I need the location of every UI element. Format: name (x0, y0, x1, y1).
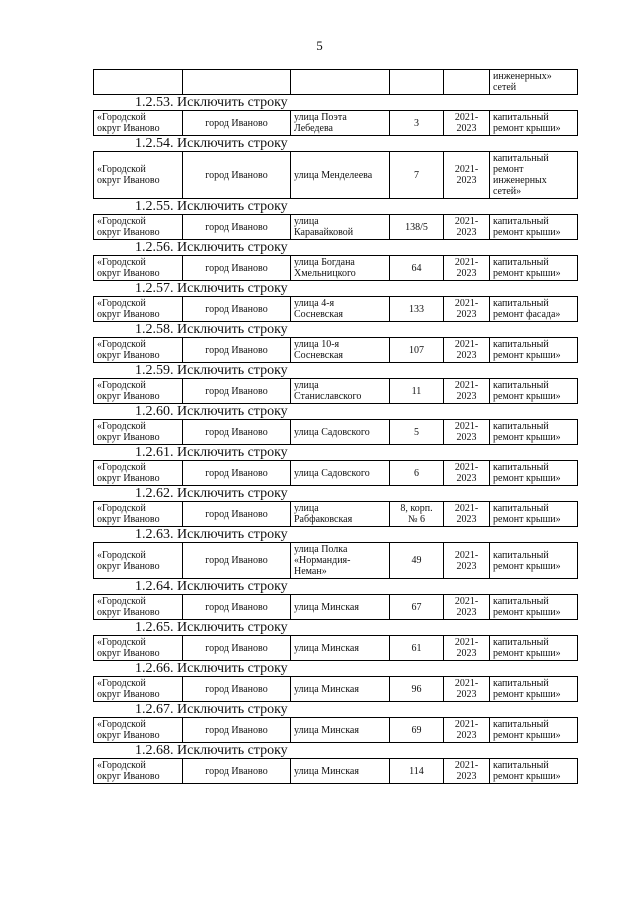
street-cell: улица Минская (291, 636, 390, 661)
street-cell: улица Минская (291, 759, 390, 784)
table-row (94, 677, 578, 702)
street-cell: улица Минская (291, 718, 390, 743)
house-number-cell: 133 (390, 297, 444, 322)
record-row (93, 460, 578, 486)
section-heading: 1.2.55. Исключить строку (135, 199, 288, 214)
settlement-cell: город Иваново (183, 338, 291, 363)
period-cell: 2021- 2023 (444, 420, 490, 445)
work-type-cell: капитальный ремонт крыши» (490, 338, 578, 363)
work-type-cell: капитальный ремонт крыши» (490, 461, 578, 486)
street-cell: улица Поэта Лебедева (291, 111, 390, 136)
district-cell: «Городской округ Иваново (94, 461, 183, 486)
table-row (94, 543, 578, 579)
record-row (93, 419, 578, 445)
section-heading: 1.2.57. Исключить строку (135, 281, 288, 296)
section-heading: 1.2.58. Исключить строку (135, 322, 288, 337)
record-row (93, 337, 578, 363)
settlement-cell (183, 70, 291, 95)
house-number-cell: 96 (390, 677, 444, 702)
work-type-cell: капитальный ремонт крыши» (490, 502, 578, 527)
work-type-cell: инженерных» сетей (490, 70, 578, 95)
district-cell: «Городской округ Иваново (94, 502, 183, 527)
section-heading: 1.2.68. Исключить строку (135, 743, 288, 758)
house-number-cell: 69 (390, 718, 444, 743)
table-row (94, 636, 578, 661)
record-row (93, 501, 578, 527)
work-type-cell: капитальный ремонт крыши» (490, 677, 578, 702)
house-number-cell: 11 (390, 379, 444, 404)
district-cell: «Городской округ Иваново (94, 543, 183, 579)
table-row (94, 379, 578, 404)
work-type-cell: капитальный ремонт крыши» (490, 543, 578, 579)
period-cell: 2021- 2023 (444, 636, 490, 661)
settlement-cell: город Иваново (183, 677, 291, 702)
street-cell: улица Богдана Хмельницкого (291, 256, 390, 281)
district-cell: «Городской округ Иваново (94, 297, 183, 322)
continued-row (93, 69, 578, 95)
house-number-cell: 6 (390, 461, 444, 486)
settlement-cell: город Иваново (183, 543, 291, 579)
section-heading: 1.2.66. Исключить строку (135, 661, 288, 676)
page-number: 5 (316, 38, 323, 53)
house-number-cell: 114 (390, 759, 444, 784)
street-cell: улица Садовского (291, 420, 390, 445)
section-heading: 1.2.56. Исключить строку (135, 240, 288, 255)
street-cell: улица Минская (291, 677, 390, 702)
work-type-cell: капитальный ремонт крыши» (490, 379, 578, 404)
settlement-cell: город Иваново (183, 297, 291, 322)
table-row (94, 718, 578, 743)
work-type-cell: капитальный ремонт крыши» (490, 215, 578, 240)
work-type-cell: капитальный ремонт крыши» (490, 111, 578, 136)
period-cell: 2021- 2023 (444, 215, 490, 240)
table-row (94, 152, 578, 199)
period-cell: 2021- 2023 (444, 152, 490, 199)
district-cell: «Городской округ Иваново (94, 677, 183, 702)
period-cell: 2021- 2023 (444, 338, 490, 363)
district-cell: «Городской округ Иваново (94, 379, 183, 404)
street-cell: улица Рабфаковская (291, 502, 390, 527)
street-cell: улица Станиславского (291, 379, 390, 404)
record-row (93, 758, 578, 784)
settlement-cell: город Иваново (183, 379, 291, 404)
section-heading: 1.2.59. Исключить строку (135, 363, 288, 378)
period-cell: 2021- 2023 (444, 111, 490, 136)
settlement-cell: город Иваново (183, 152, 291, 199)
table-row (94, 502, 578, 527)
street-cell (291, 70, 390, 95)
table-row (94, 338, 578, 363)
district-cell: «Городской округ Иваново (94, 111, 183, 136)
record-row (93, 635, 578, 661)
period-cell: 2021- 2023 (444, 461, 490, 486)
table-row (94, 297, 578, 322)
record-row (93, 110, 578, 136)
period-cell: 2021- 2023 (444, 677, 490, 702)
period-cell: 2021- 2023 (444, 543, 490, 579)
period-cell: 2021- 2023 (444, 297, 490, 322)
table-row (94, 256, 578, 281)
period-cell: 2021- 2023 (444, 502, 490, 527)
table-row (94, 595, 578, 620)
street-cell: улица 10-я Сосневская (291, 338, 390, 363)
house-number-cell: 8, корп. № 6 (390, 502, 444, 527)
street-cell: улица Полка «Нормандия- Неман» (291, 543, 390, 579)
house-number-cell: 138/5 (390, 215, 444, 240)
record-row (93, 542, 578, 579)
work-type-cell: капитальный ремонт крыши» (490, 256, 578, 281)
house-number-cell: 67 (390, 595, 444, 620)
section-heading: 1.2.60. Исключить строку (135, 404, 288, 419)
period-cell (444, 70, 490, 95)
work-type-cell: капитальный ремонт крыши» (490, 420, 578, 445)
settlement-cell: город Иваново (183, 111, 291, 136)
house-number-cell: 49 (390, 543, 444, 579)
house-number-cell: 5 (390, 420, 444, 445)
work-type-cell: капитальный ремонт крыши» (490, 759, 578, 784)
district-cell: «Городской округ Иваново (94, 256, 183, 281)
district-cell: «Городской округ Иваново (94, 636, 183, 661)
district-cell: «Городской округ Иваново (94, 759, 183, 784)
table-row (94, 111, 578, 136)
settlement-cell: город Иваново (183, 256, 291, 281)
section-heading: 1.2.64. Исключить строку (135, 579, 288, 594)
period-cell: 2021- 2023 (444, 759, 490, 784)
street-cell: улица Каравайковой (291, 215, 390, 240)
settlement-cell: город Иваново (183, 215, 291, 240)
district-cell: «Городской округ Иваново (94, 595, 183, 620)
district-cell: «Городской округ Иваново (94, 420, 183, 445)
period-cell: 2021- 2023 (444, 256, 490, 281)
district-cell: «Городской округ Иваново (94, 338, 183, 363)
table-row (94, 461, 578, 486)
work-type-cell: капитальный ремонт крыши» (490, 718, 578, 743)
period-cell: 2021- 2023 (444, 595, 490, 620)
settlement-cell: город Иваново (183, 420, 291, 445)
district-cell: «Городской округ Иваново (94, 215, 183, 240)
section-heading: 1.2.67. Исключить строку (135, 702, 288, 717)
house-number-cell (390, 70, 444, 95)
street-cell: улица 4-я Сосневская (291, 297, 390, 322)
table-row (94, 215, 578, 240)
house-number-cell: 61 (390, 636, 444, 661)
work-type-cell: капитальный ремонт крыши» (490, 636, 578, 661)
settlement-cell: город Иваново (183, 502, 291, 527)
work-type-cell: капитальный ремонт крыши» (490, 595, 578, 620)
record-row (93, 717, 578, 743)
record-row (93, 151, 578, 199)
settlement-cell: город Иваново (183, 636, 291, 661)
settlement-cell: город Иваново (183, 718, 291, 743)
record-row (93, 255, 578, 281)
work-type-cell: капитальный ремонт инженерных сетей» (490, 152, 578, 199)
house-number-cell: 7 (390, 152, 444, 199)
settlement-cell: город Иваново (183, 595, 291, 620)
table-row (94, 420, 578, 445)
record-row (93, 594, 578, 620)
section-heading: 1.2.62. Исключить строку (135, 486, 288, 501)
house-number-cell: 3 (390, 111, 444, 136)
document-body (93, 69, 578, 784)
table-row (94, 70, 578, 95)
record-row (93, 296, 578, 322)
district-cell: «Городской округ Иваново (94, 718, 183, 743)
street-cell: улица Минская (291, 595, 390, 620)
section-heading: 1.2.63. Исключить строку (135, 527, 288, 542)
period-cell: 2021- 2023 (444, 718, 490, 743)
settlement-cell: город Иваново (183, 461, 291, 486)
record-row (93, 378, 578, 404)
district-cell (94, 70, 183, 95)
section-heading: 1.2.53. Исключить строку (135, 95, 288, 110)
street-cell: улица Садовского (291, 461, 390, 486)
work-type-cell: капитальный ремонт фасада» (490, 297, 578, 322)
section-heading: 1.2.65. Исключить строку (135, 620, 288, 635)
record-row (93, 676, 578, 702)
settlement-cell: город Иваново (183, 759, 291, 784)
table-row (94, 759, 578, 784)
house-number-cell: 107 (390, 338, 444, 363)
period-cell: 2021- 2023 (444, 379, 490, 404)
street-cell: улица Менделеева (291, 152, 390, 199)
section-heading: 1.2.54. Исключить строку (135, 136, 288, 151)
house-number-cell: 64 (390, 256, 444, 281)
record-row (93, 214, 578, 240)
district-cell: «Городской округ Иваново (94, 152, 183, 199)
section-heading: 1.2.61. Исключить строку (135, 445, 288, 460)
